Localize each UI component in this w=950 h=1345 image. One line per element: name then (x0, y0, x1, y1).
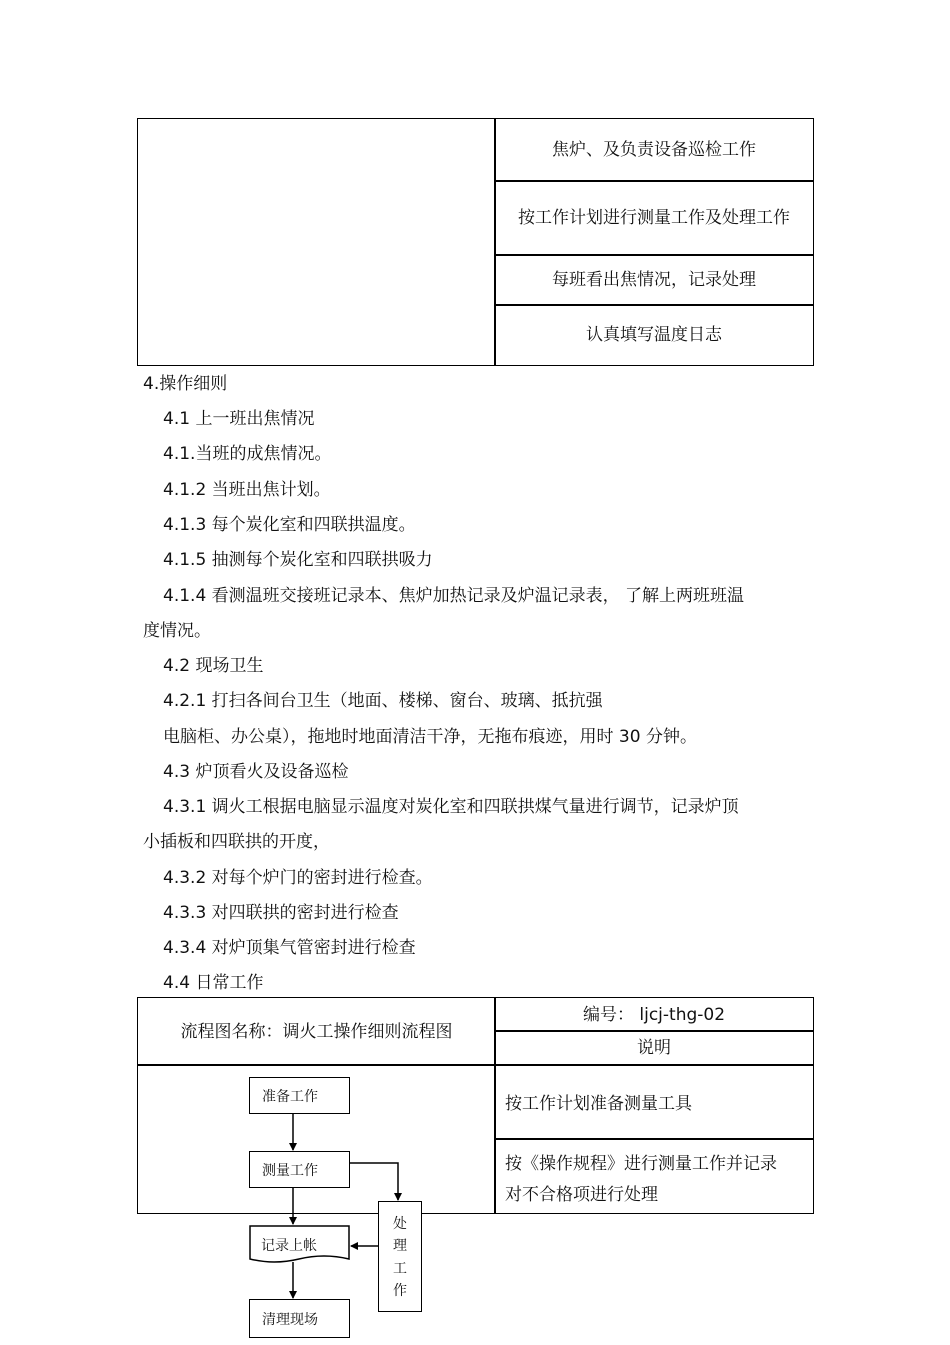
description-text: 按《操作规程》进行测量工作并记录 (505, 1154, 777, 1174)
flowchart-title: 流程图名称：调火工操作细则流程图 (180, 1021, 453, 1042)
text-line: 4.4 日常工作 (163, 973, 264, 993)
text-line: 4.1.4 看测温班交接班记录本、焦炉加热记录及炉温记录表， 了解上两班班温 (163, 586, 745, 606)
side-char: 工 (393, 1260, 407, 1277)
text-line: 4.1.2 当班出焦计划。 (163, 480, 331, 500)
flowchart-step-record (249, 1225, 350, 1265)
flowchart-side-process (378, 1201, 422, 1312)
text-line: 4.3.2 对每个炉门的密封进行检查。 (163, 868, 433, 888)
text-line: 4.2.1 打扫各间台卫生（地面、楼梯、窗台、玻璃、抵抗强 (163, 691, 603, 711)
description-text: 按工作计划准备测量工具 (505, 1094, 692, 1114)
section-heading: 4.操作细则 (143, 374, 228, 394)
description-header: 说明 (637, 1038, 671, 1058)
text-line: 4.3.1 调火工根据电脑显示温度对炭化室和四联拱煤气量进行调节，记录炉顶 (163, 797, 739, 817)
top-table-cell: 每班看出焦情况，记录处理 (552, 270, 756, 290)
text-line: 4.1.5 抽测每个炭化室和四联拱吸力 (163, 550, 433, 570)
text-line: 度情况。 (143, 621, 211, 641)
document-code: 编号： ljcj-thg-02 (582, 1004, 726, 1025)
flowchart-step-measure: 测量工作 (249, 1151, 350, 1188)
flowchart-step-prepare: 准备工作 (249, 1077, 350, 1114)
side-char: 处 (393, 1215, 407, 1232)
description-text: 对不合格项进行处理 (505, 1185, 658, 1205)
text-line: 4.3.4 对炉顶集气管密封进行检查 (163, 938, 416, 958)
text-line: 电脑柜、办公桌），拖地时地面清洁干净，无拖布痕迹，用时 30 分钟。 (163, 727, 697, 747)
flowchart-step-cleanup: 清理现场 (249, 1299, 350, 1338)
top-table-cell: 焦炉、及负责设备巡检工作 (552, 140, 756, 160)
text-line: 4.3.3 对四联拱的密封进行检查 (163, 903, 399, 923)
side-char: 作 (393, 1283, 407, 1300)
text-line: 小插板和四联拱的开度， (143, 832, 330, 852)
text-line: 4.1.3 每个炭化室和四联拱温度。 (163, 515, 416, 535)
side-char: 理 (393, 1238, 407, 1255)
top-table-cell: 认真填写温度日志 (586, 325, 722, 345)
flowchart-step-label: 记录上帐 (261, 1238, 317, 1254)
text-line: 4.3 炉顶看火及设备巡检 (163, 762, 349, 782)
text-line: 4.1.当班的成焦情况。 (163, 444, 332, 464)
text-line: 4.2 现场卫生 (163, 656, 264, 676)
text-line: 4.1 上一班出焦情况 (163, 409, 315, 429)
top-table-cell: 按工作计划进行测量工作及处理工作 (518, 208, 790, 228)
